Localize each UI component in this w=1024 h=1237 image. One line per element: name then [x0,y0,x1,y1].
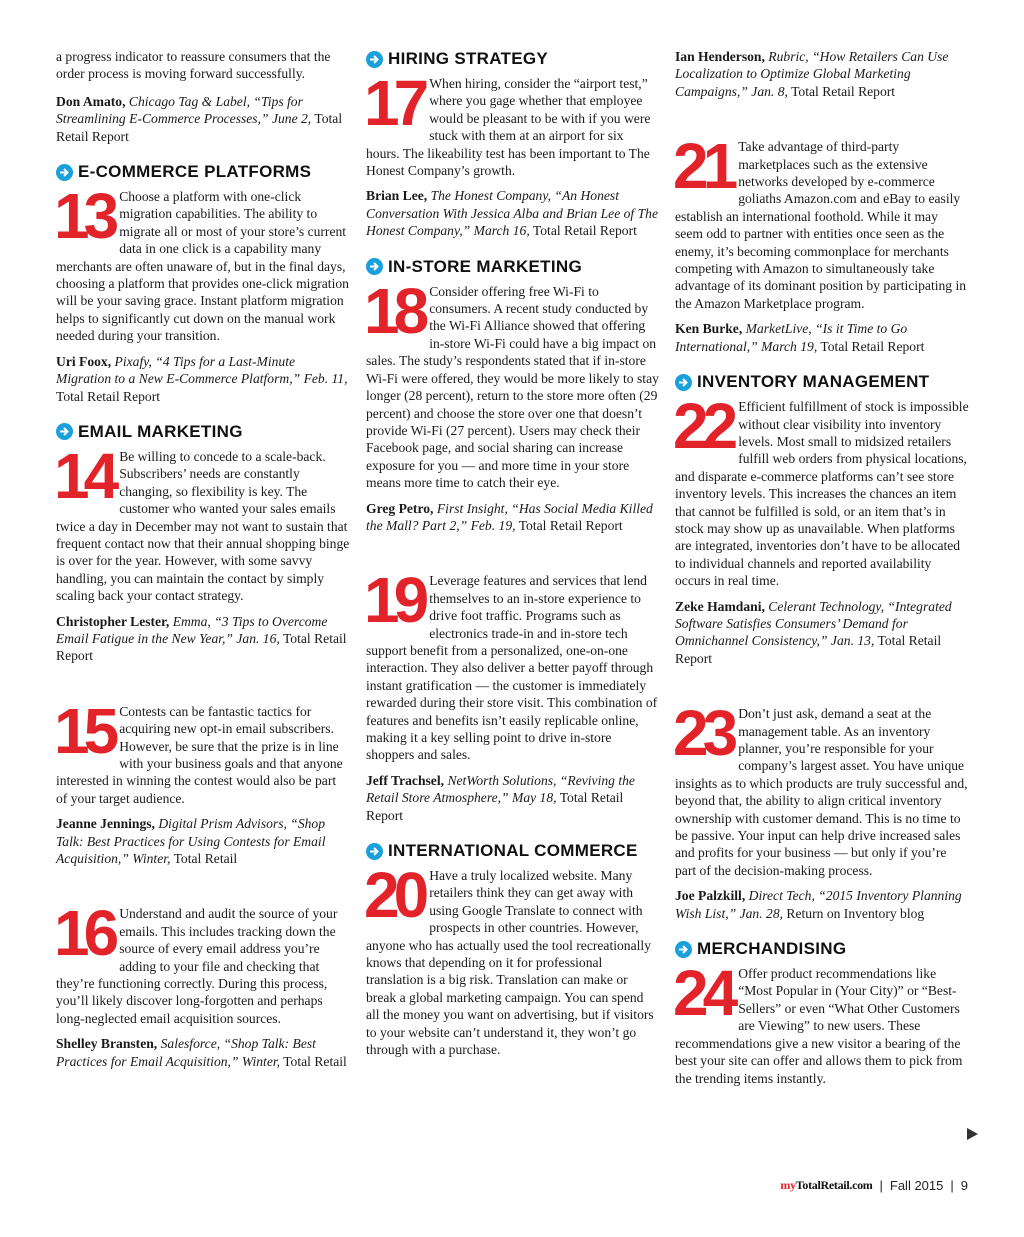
tip-16 [54,897,350,1027]
tip-23 [673,697,969,879]
tip-text: Choose a platform with one-click migration capabilities. The ability to migrate all or most of your store’s current data in one click is a capability many merchants are often unaware of, but in the final days, choosing a platform that provides one-click migration will be your saving grace. Instant platform migration helps to significantly cut down on the manual work needed during your transition. [56,189,349,344]
attribution: Christopher Lester, Emma, “3 Tips to Overcome Email Fatigue in the New Year,” Jan. 16, Total Retail Report [56,613,347,664]
page-footer: myTotalRetail.com | Fall 2015 | 9 [780,1178,968,1193]
tip-text: Understand and audit the source of your emails. This includes tracking down the source of every email address you’re adding to your file and checking that they’re functioning correctly. During this process, you’ll likely discover long-forgotten and perhaps long-neglected email acquisition sources. [56,906,338,1026]
page-number: 9 [960,1178,968,1193]
tip-21 [673,130,969,312]
section-heading-inventory-management: INVENTORY MANAGEMENT [675,371,969,393]
section-heading-in-store-marketing: IN-STORE MARKETING [366,256,660,278]
attribution: Shelley Bransten, Salesforce, “Shop Talk: Best Practices for Email Acquisition,” Winter, Total Retail [56,1036,347,1069]
tip-number: 16 [54,897,114,970]
tip-14 [54,439,350,605]
tip-number: 19 [364,564,424,637]
section-heading-merchandising: MERCHANDISING [675,938,969,960]
tip-text: Offer product recommendations like “Most Popular in (Your City)” or “Best-Sellers” or even “What Other Customers are Viewing” to new users. These recommendations give a new visitor a bearing of the best your site can offer and allows them to pick from the trending items instantly. [675,966,963,1086]
attribution: Ian Henderson, Rubric, “How Retailers Can Use Localization to Optimize Global Marketing Campaigns,” Jan. 8, Total Retail Report [675,49,949,99]
tip-number: 21 [673,130,733,203]
section-heading-ecommerce-platforms: E-COMMERCE PLATFORMS [56,161,350,183]
column-3 [675,48,969,1095]
tip-number: 23 [673,697,733,770]
arrow-right-icon [56,423,73,440]
site-logo: myTotalRetail.com [780,1178,873,1192]
tip-24 [673,957,969,1087]
arrow-right-icon [675,941,692,958]
section-heading-international-commerce: INTERNATIONAL COMMERCE [366,840,660,862]
attribution: Jeff Trachsel, NetWorth Solutions, “Reviving the Retail Store Atmosphere,” May 18, Total Retail Report [366,772,635,823]
tip-number: 22 [673,390,733,463]
attribution: Zeke Hamdani, Celerant Technology, “Integrated Software Satisfies Consumers’ Demand for Omnichannel Consistency,” Jan. 13, Total Retail Report [675,598,952,666]
tip-text: Take advantage of third-party marketplaces such as the extensive networks developed by e-commerce goliaths Amazon.com and eBay to easily establish an international foothold. While it may seem odd to partner with entities once seen as the enemy, it’s becoming commonplace for merchants competing with Amazon to simultaneously take advantage of its dominant position by participating in the Amazon Marketplace program. [675,139,967,311]
tip-18 [364,274,660,492]
tip-text: Have a truly localized website. Many retailers think they can get away with using Google Translate to connect with prospects in other countries. However, anyone who has actually used the tool recreationally knows that depending on it for professional translation is a big risk. Translation can make or break a global marketing campaign. You can spend all the money you want on advertising, but if visitors to your website can’t understand it, they won’t go through with a purchase. [366,868,654,1058]
tip-text: When hiring, consider the “airport test,” where you gage whether that employee would be pleasant to be with if you were stuck with them at an airport for six hours. The likeability test has been important to The Honest Company’s growth. [366,76,651,179]
arrow-right-icon [675,374,692,391]
arrow-right-icon [366,258,383,275]
attribution: Joe Palzkill, Direct Tech, “2015 Inventory Planning Wish List,” Jan. 28, Return on Inventory blog [675,888,962,921]
tip-20 [364,859,660,1058]
arrow-right-icon [366,843,383,860]
attribution: Ken Burke, MarketLive, “Is it Time to Go International,” March 19, Total Retail Report [675,321,925,354]
tip-22 [673,390,969,589]
tip-number: 15 [54,694,114,767]
column-2 [366,48,660,1067]
tip-17 [364,67,660,179]
issue-label: Fall 2015 [889,1178,944,1193]
tip-15 [54,694,350,807]
arrow-right-icon [56,164,73,181]
tip-number: 13 [54,180,114,253]
attribution: Uri Foox, Pixafy, “4 Tips for a Last-Minute Migration to a New E-Commerce Platform,” Feb. 11, Total Retail Report [56,353,348,404]
tip-19 [364,564,660,763]
tip-number: 24 [673,957,733,1030]
tip-text: Be willing to concede to a scale-back. Subscribers’ needs are constantly changing, so flexibility is key. The customer who wanted your sales emails twice a day in December may not want to sustain that frequent contact now that their annual shopping binge is over for the year. However, with some savvy handling, you can maintain the contact by simply scaling back your contact strategy. [56,448,350,604]
tip-text: Leverage features and services that lend themselves to an in-store experience to drive foot traffic. Programs such as electronics trade-in and in-store tech support benefit from a personalized, one-on-one interaction. They also deliver a better payoff through instant gratification — the customer is immediately rewarded during their store visit. This combination of features and benefits isn’t easily replicable online, making it a key selling point to drive in-store shoppers and sales. [366,573,658,763]
section-heading-email-marketing: EMAIL MARKETING [56,421,350,443]
column-1 [56,48,350,1086]
attribution: Brian Lee, The Honest Company, “An Honest Conversation With Jessica Alba and Brian Lee of The Honest Company,” March 16, Total Retail Report [366,188,658,239]
arrow-right-icon [366,51,383,68]
tip-number: 14 [54,439,114,512]
attribution: Jeanne Jennings, Digital Prism Advisors, “Shop Talk: Best Practices for Using Contests for Email Acquisition,” Winter, Total Retail [56,816,326,867]
attribution: Greg Petro, First Insight, “Has Social Media Killed the Mall? Part 2,” Feb. 19, Total Retail Report [366,500,653,533]
tip-number: 20 [364,859,424,932]
tip-text: Contests can be fantastic tactics for acquiring new opt-in email subscribers. However, be sure that the prize is in line with your business goals and that anyone interested in winning the contest would also be part of your target audience. [56,703,343,806]
tip-number: 17 [364,67,424,139]
continue-arrow-icon [967,1128,978,1140]
section-heading-hiring-strategy: HIRING STRATEGY [366,48,660,70]
tip-text: Consider offering free Wi-Fi to consumers. A recent study conducted by the Wi-Fi Alliance showed that offering in-store Wi-Fi could have a big impact on sales. The study’s respondents stated that if in-store Wi-Fi were offered, they would be more likely to stay longer (28 percent), return to the store more often (29 percent) and choose the store over one that doesn’t provide Wi-Fi (27 percent). Users may check their Facebook page, and social sharing can increase exposure for you — and more time in your store means more time to catch their eye. [366,283,659,491]
tip-13 [54,180,350,345]
tip-text: Don’t just ask, demand a seat at the management table. As an inventory planner, you’re responsible for your company’s largest asset. You have unique insights as to which products are truly successful and, beyond that, the ability to align critical inventory ownership with customer demand. This is no time to be passive. Your input can help drive increased sales and profits for your business — but only if you’re part of the decision-making process. [675,706,968,878]
intro-text: a progress indicator to reassure consumers that the order process is moving forward successfully. [56,49,331,82]
tip-number: 18 [364,274,424,347]
attribution: Don Amato, Chicago Tag & Label, “Tips for Streamlining E-Commerce Processes,” June 2, Total Retail Report [56,93,343,144]
tip-text: Efficient fulfillment of stock is impossible without clear visibility into inventory levels. Most small to midsized retailers fulfill web orders from physical locations, and disparate e-commerce platforms can’t see store inventory levels. This increases the chances an item that cannot be fulfilled is sold, or an item that’s in stock may show up as unavailable. When platforms are integrated, inventories don’t have to be allocated to individual channels and reported availability occurs in real time. [675,399,969,589]
